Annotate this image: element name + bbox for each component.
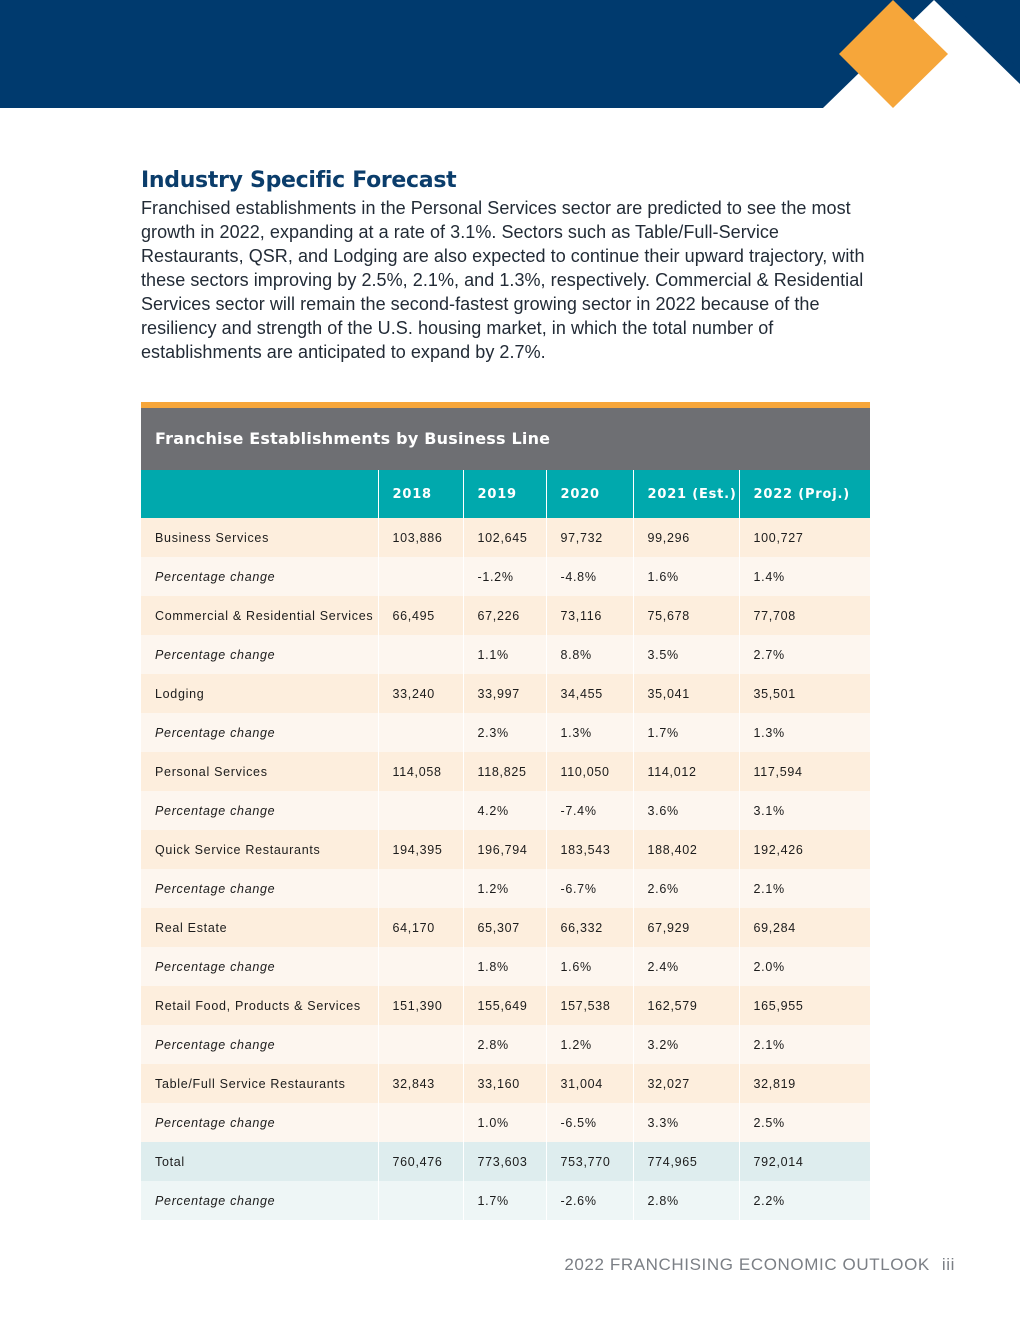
row-label: Percentage change bbox=[141, 1103, 378, 1142]
table-cell: 97,732 bbox=[546, 518, 633, 557]
table-cell: 155,649 bbox=[463, 986, 546, 1025]
table-cell: 35,501 bbox=[739, 674, 870, 713]
table-cell: 103,886 bbox=[378, 518, 463, 557]
column-header: 2021 (Est.) bbox=[633, 470, 739, 518]
row-label: Retail Food, Products & Services bbox=[141, 986, 378, 1025]
table-cell: 117,594 bbox=[739, 752, 870, 791]
table-cell: -1.2% bbox=[463, 557, 546, 596]
table-cell bbox=[378, 1025, 463, 1064]
table-cell: 66,332 bbox=[546, 908, 633, 947]
table-row bbox=[141, 518, 870, 557]
footer-title: 2022 FRANCHISING ECONOMIC OUTLOOK bbox=[564, 1255, 930, 1274]
table-cell: 2.8% bbox=[633, 1181, 739, 1220]
table-row bbox=[141, 791, 870, 830]
row-label: Percentage change bbox=[141, 1181, 378, 1220]
table-cell: 77,708 bbox=[739, 596, 870, 635]
row-label: Total bbox=[141, 1142, 378, 1181]
row-label: Quick Service Restaurants bbox=[141, 830, 378, 869]
table-cell: -6.5% bbox=[546, 1103, 633, 1142]
table-cell bbox=[378, 557, 463, 596]
table-cell: 1.6% bbox=[633, 557, 739, 596]
table-cell: 2.6% bbox=[633, 869, 739, 908]
row-label: Lodging bbox=[141, 674, 378, 713]
table-cell: 196,794 bbox=[463, 830, 546, 869]
table-cell: 3.1% bbox=[739, 791, 870, 830]
table-cell: 99,296 bbox=[633, 518, 739, 557]
table-row bbox=[141, 986, 870, 1025]
table-row bbox=[141, 830, 870, 869]
table-cell: 118,825 bbox=[463, 752, 546, 791]
table-cell: 162,579 bbox=[633, 986, 739, 1025]
table-cell: 110,050 bbox=[546, 752, 633, 791]
table-cell: 1.3% bbox=[739, 713, 870, 752]
row-label: Percentage change bbox=[141, 1025, 378, 1064]
table-cell: 8.8% bbox=[546, 635, 633, 674]
table-cell: 165,955 bbox=[739, 986, 870, 1025]
table-cell bbox=[378, 713, 463, 752]
table-cell: 1.4% bbox=[739, 557, 870, 596]
table-cell: 1.2% bbox=[546, 1025, 633, 1064]
table-row bbox=[141, 596, 870, 635]
table-cell: 157,538 bbox=[546, 986, 633, 1025]
table-header-row bbox=[141, 470, 870, 518]
column-header: 2020 bbox=[546, 470, 633, 518]
header-decoration bbox=[0, 0, 1020, 110]
table-cell: 774,965 bbox=[633, 1142, 739, 1181]
table-cell: 114,012 bbox=[633, 752, 739, 791]
table-cell: -7.4% bbox=[546, 791, 633, 830]
row-label: Percentage change bbox=[141, 869, 378, 908]
table-cell: 3.5% bbox=[633, 635, 739, 674]
table-cell: 75,678 bbox=[633, 596, 739, 635]
table-row bbox=[141, 752, 870, 791]
table-cell: 1.3% bbox=[546, 713, 633, 752]
data-table bbox=[141, 470, 870, 1220]
table-cell: 73,116 bbox=[546, 596, 633, 635]
table-cell: 2.1% bbox=[739, 869, 870, 908]
table-cell: 2.0% bbox=[739, 947, 870, 986]
table-cell: 3.3% bbox=[633, 1103, 739, 1142]
table-cell: 773,603 bbox=[463, 1142, 546, 1181]
section-heading: Industry Specific Forecast bbox=[141, 168, 457, 193]
table-cell: 67,929 bbox=[633, 908, 739, 947]
table-cell: 1.7% bbox=[633, 713, 739, 752]
table-cell bbox=[378, 791, 463, 830]
table-cell: 102,645 bbox=[463, 518, 546, 557]
table-row bbox=[141, 1064, 870, 1103]
table-row bbox=[141, 1025, 870, 1064]
table-row bbox=[141, 713, 870, 752]
table-cell: 1.0% bbox=[463, 1103, 546, 1142]
table-cell: 2.8% bbox=[463, 1025, 546, 1064]
row-label: Percentage change bbox=[141, 791, 378, 830]
table-cell: 114,058 bbox=[378, 752, 463, 791]
table-row bbox=[141, 557, 870, 596]
column-header: 2018 bbox=[378, 470, 463, 518]
table-cell: -4.8% bbox=[546, 557, 633, 596]
page-number: iii bbox=[941, 1255, 955, 1274]
table-cell: 100,727 bbox=[739, 518, 870, 557]
table-cell: 192,426 bbox=[739, 830, 870, 869]
table-cell: 3.6% bbox=[633, 791, 739, 830]
table-cell: 183,543 bbox=[546, 830, 633, 869]
table-row bbox=[141, 869, 870, 908]
table-cell: 4.2% bbox=[463, 791, 546, 830]
column-header: 2019 bbox=[463, 470, 546, 518]
table-cell: 792,014 bbox=[739, 1142, 870, 1181]
table-cell: 2.5% bbox=[739, 1103, 870, 1142]
table-cell: 1.7% bbox=[463, 1181, 546, 1220]
table-cell: 3.2% bbox=[633, 1025, 739, 1064]
table-cell: 64,170 bbox=[378, 908, 463, 947]
table-cell: 32,819 bbox=[739, 1064, 870, 1103]
table-cell: 2.3% bbox=[463, 713, 546, 752]
table-cell: -6.7% bbox=[546, 869, 633, 908]
section-body: Franchised establishments in the Personal Services sector are predicted to see the most growth in 2022, expanding at a rate of 3.1%. Sectors such as Table/Full-Service Restaurants, QSR, and Lodging are also expected to continue their upward trajectory, with these sectors improving by 2.5%, 2.1%, and 1.3%, respectively. Commercial & Residential Services sector will remain the second-fastest growing sector in 2022 because of the resiliency and strength of the U.S. housing market, in which the total number of establishments are anticipated to expand by 2.7%. bbox=[141, 198, 865, 362]
table-cell: 1.1% bbox=[463, 635, 546, 674]
row-label: Business Services bbox=[141, 518, 378, 557]
establishments-table bbox=[141, 402, 870, 1220]
table-row bbox=[141, 1103, 870, 1142]
table-row bbox=[141, 635, 870, 674]
table-cell: 2.2% bbox=[739, 1181, 870, 1220]
row-label: Percentage change bbox=[141, 713, 378, 752]
table-cell bbox=[378, 635, 463, 674]
table-cell: 32,843 bbox=[378, 1064, 463, 1103]
table-cell: 1.8% bbox=[463, 947, 546, 986]
row-label: Percentage change bbox=[141, 557, 378, 596]
table-cell: 31,004 bbox=[546, 1064, 633, 1103]
row-label: Percentage change bbox=[141, 635, 378, 674]
table-cell: 33,997 bbox=[463, 674, 546, 713]
table-row bbox=[141, 674, 870, 713]
table-cell: 66,495 bbox=[378, 596, 463, 635]
total-percentage-row bbox=[141, 1181, 870, 1220]
table-cell: 188,402 bbox=[633, 830, 739, 869]
table-cell: 194,395 bbox=[378, 830, 463, 869]
table-cell: 760,476 bbox=[378, 1142, 463, 1181]
row-label: Personal Services bbox=[141, 752, 378, 791]
table-cell: 1.6% bbox=[546, 947, 633, 986]
column-header: 2022 (Proj.) bbox=[739, 470, 870, 518]
row-label: Percentage change bbox=[141, 947, 378, 986]
table-cell: 2.7% bbox=[739, 635, 870, 674]
forecast-section bbox=[141, 168, 871, 364]
table-cell: 33,240 bbox=[378, 674, 463, 713]
table-cell bbox=[378, 1103, 463, 1142]
row-label: Real Estate bbox=[141, 908, 378, 947]
page-footer bbox=[564, 1255, 955, 1275]
table-cell bbox=[378, 947, 463, 986]
table-cell bbox=[378, 1181, 463, 1220]
table-cell: 2.4% bbox=[633, 947, 739, 986]
table-cell: 753,770 bbox=[546, 1142, 633, 1181]
table-cell: 65,307 bbox=[463, 908, 546, 947]
table-cell: 67,226 bbox=[463, 596, 546, 635]
row-label: Table/Full Service Restaurants bbox=[141, 1064, 378, 1103]
table-cell: 34,455 bbox=[546, 674, 633, 713]
column-header bbox=[141, 470, 378, 518]
total-row bbox=[141, 1142, 870, 1181]
table-cell: 1.2% bbox=[463, 869, 546, 908]
table-row bbox=[141, 908, 870, 947]
table-cell bbox=[378, 869, 463, 908]
table-cell: 69,284 bbox=[739, 908, 870, 947]
table-row bbox=[141, 947, 870, 986]
table-cell: 35,041 bbox=[633, 674, 739, 713]
table-cell: 32,027 bbox=[633, 1064, 739, 1103]
table-cell: 2.1% bbox=[739, 1025, 870, 1064]
table-cell: 151,390 bbox=[378, 986, 463, 1025]
table-cell: -2.6% bbox=[546, 1181, 633, 1220]
row-label: Commercial & Residential Services bbox=[141, 596, 378, 635]
table-title: Franchise Establishments by Business Line bbox=[141, 408, 870, 470]
table-cell: 33,160 bbox=[463, 1064, 546, 1103]
